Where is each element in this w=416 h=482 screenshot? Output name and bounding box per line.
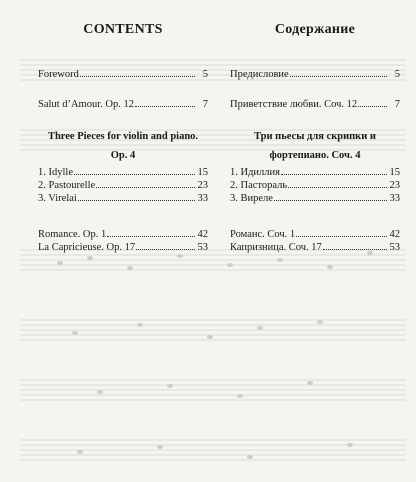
toc-entry-page: 15: [389, 167, 400, 178]
toc-entry-foreword[interactable]: [38, 67, 208, 80]
dot-leader: [74, 165, 195, 175]
dot-leader: [358, 97, 387, 107]
contents-heading-english: CONTENTS: [83, 22, 163, 37]
toc-entry-page: 5: [394, 69, 400, 80]
toc-entry-romance[interactable]: [230, 227, 400, 240]
toc-entry-page: 53: [197, 242, 208, 253]
toc-entry-page: 23: [197, 180, 208, 191]
toc-entry-virelai[interactable]: [38, 191, 208, 204]
dot-leader: [296, 227, 387, 237]
toc-entry-page: 33: [389, 193, 400, 204]
dot-leader: [107, 227, 195, 237]
toc-entry-page: 7: [394, 99, 400, 110]
dot-leader: [288, 178, 387, 188]
toc-entry-idylle[interactable]: [38, 165, 208, 178]
toc-entry-page: 5: [202, 69, 208, 80]
toc-entry-title: 1. Идиллия: [230, 167, 280, 178]
toc-entry-pastourelle[interactable]: [38, 178, 208, 191]
toc-entry-title: Romance. Op. 1: [38, 229, 107, 240]
toc-group-title-line2: Op. 4: [110, 150, 136, 161]
toc-group-title-line1: Three Pieces for violin and piano.: [47, 131, 199, 142]
toc-entry-title: La Capricieuse. Op. 17: [38, 242, 136, 253]
toc-entry-page: 33: [197, 193, 208, 204]
toc-entry-la-capricieuse[interactable]: [230, 240, 400, 253]
toc-group-title-line1: Три пьесы для скрипки и: [254, 131, 376, 142]
dot-leader: [96, 178, 195, 188]
toc-entry-la-capricieuse[interactable]: [38, 240, 208, 253]
toc-entry-title: Капризница. Соч. 17: [230, 242, 322, 253]
toc-entry-page: 23: [389, 180, 400, 191]
dot-leader: [135, 97, 195, 107]
toc-group-title: [38, 127, 208, 165]
toc-entry-title: 2. Пастораль: [230, 180, 288, 191]
toc-entry-title: 2. Pastourelle: [38, 180, 96, 191]
toc-group-title-line2: фортепиано. Соч. 4: [269, 150, 361, 161]
dot-leader: [281, 165, 387, 175]
toc-entry-salut-damour[interactable]: [38, 97, 208, 110]
toc-entry-page: 53: [389, 242, 400, 253]
toc-entry-virelai[interactable]: [230, 191, 400, 204]
toc-entry-title: 1. Idylle: [38, 167, 73, 178]
toc-entry-title: Приветствие любви. Соч. 12: [230, 99, 358, 110]
toc-entry-page: 15: [197, 167, 208, 178]
contents-column-english: [38, 22, 208, 253]
dot-leader: [290, 67, 387, 77]
toc-entry-pastourelle[interactable]: [230, 178, 400, 191]
toc-entry-page: 42: [389, 229, 400, 240]
toc-entry-title: Salut d’Amour. Op. 12: [38, 99, 134, 110]
toc-entry-page: 42: [197, 229, 208, 240]
toc-entry-romance[interactable]: [38, 227, 208, 240]
dot-leader: [136, 240, 195, 250]
contents-heading-russian: Содержание: [274, 22, 356, 37]
dot-leader: [78, 191, 195, 201]
toc-entry-title: Предисловие: [230, 69, 289, 80]
toc-entry-title: Foreword: [38, 69, 79, 80]
toc-group-title: [230, 127, 400, 165]
toc-entry-title: Романс. Соч. 1: [230, 229, 296, 240]
dot-leader: [80, 67, 195, 77]
toc-entry-salut-damour[interactable]: [230, 97, 400, 110]
contents-column-russian: [230, 22, 400, 253]
toc-entry-title: 3. Виреле: [230, 193, 273, 204]
toc-entry-foreword[interactable]: [230, 67, 400, 80]
dot-leader: [274, 191, 387, 201]
toc-entry-page: 7: [202, 99, 208, 110]
toc-entry-title: 3. Virelai: [38, 193, 77, 204]
toc-entry-idylle[interactable]: [230, 165, 400, 178]
dot-leader: [323, 240, 387, 250]
